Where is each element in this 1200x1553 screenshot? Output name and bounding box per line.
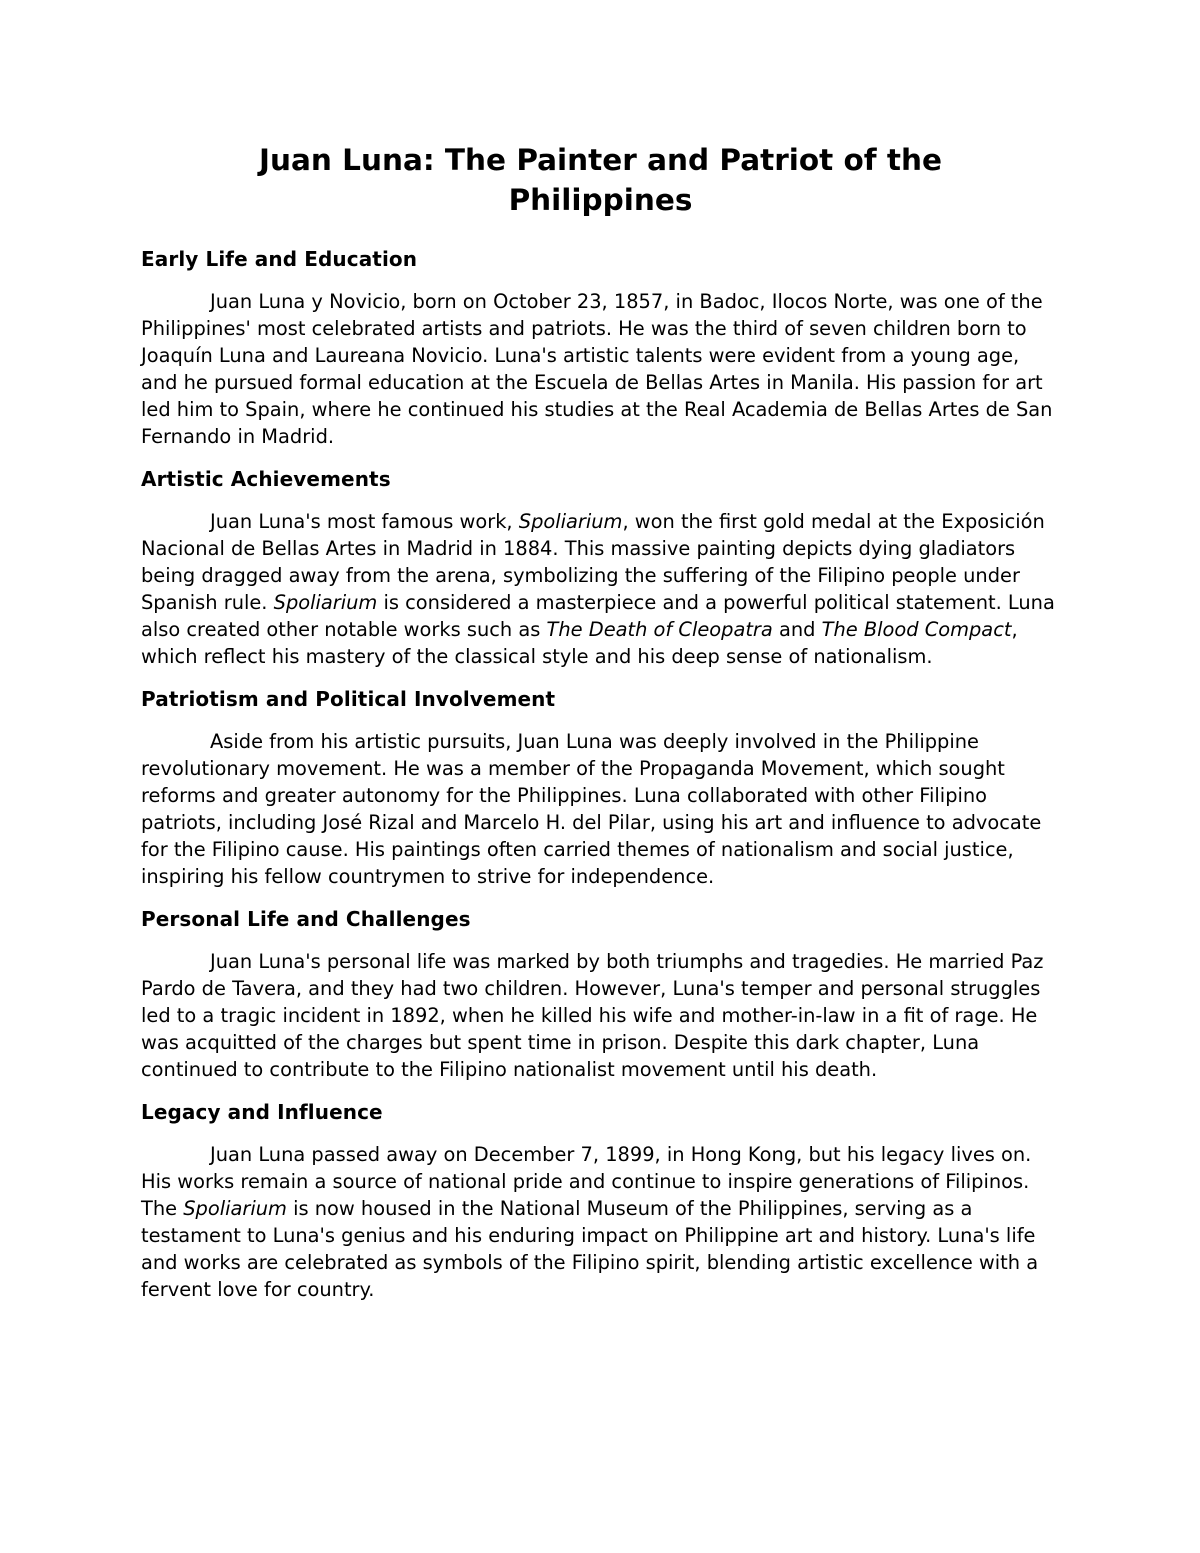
artwork-title: Spoliarium xyxy=(518,510,623,533)
document-title-line-1: Juan Luna: The Painter and Patriot of the xyxy=(258,143,943,177)
section-personal-life xyxy=(141,906,1060,1083)
section-heading: Legacy and Influence xyxy=(141,1100,383,1124)
text-run: is now housed in the National Museum of the Philippines, serving as a testament to Luna's genius and his enduring impact on Philippine art and history. Luna's life and works are celebrated as symbols of the Filipino spirit, blending artistic excellence with a fervent love for country. xyxy=(141,1197,1039,1301)
text-run: and xyxy=(772,618,822,641)
text-run: , won the first gold medal at the Exposición Nacional de Bellas Artes in Madrid in 1884. This massive painting depicts dying gladiators being dragged away from the arena, symbolizing the suffering of the Filipino people under Spanish rule. xyxy=(141,510,1045,614)
artwork-title: Spoliarium xyxy=(273,591,378,614)
section-early-life xyxy=(141,246,1060,450)
document-title-line-2: Philippines xyxy=(508,183,693,217)
section-heading: Early Life and Education xyxy=(141,247,418,271)
text-run: is considered a masterpiece and a powerful political statement. Luna also created other notable works such as xyxy=(141,591,1055,641)
artwork-title: Spoliarium xyxy=(183,1197,287,1220)
document-title xyxy=(141,140,1060,220)
section-heading: Patriotism and Political Involvement xyxy=(141,687,556,711)
section-heading: Artistic Achievements xyxy=(141,467,391,491)
section-heading: Personal Life and Challenges xyxy=(141,907,471,931)
section-paragraph xyxy=(141,1141,1060,1303)
artwork-title: The Blood Compact xyxy=(821,618,1012,641)
artwork-title: The Death of Cleopatra xyxy=(546,618,773,641)
text-run: , which reflect his mastery of the classical style and his deep sense of nationalism. xyxy=(141,618,1018,668)
section-paragraph: Juan Luna y Novicio, born on October 23, 1857, in Badoc, Ilocos Norte, was one of the Philippines' most celebrated artists and patriots. He was the third of seven children born to Joaquín Luna and Laureana Novicio. Luna's artistic talents were evident from a young age, and he pursued formal education at the Escuela de Bellas Artes in Manila. His passion for art led him to Spain, where he continued his studies at the Real Academia de Bellas Artes de San Fernando in Madrid. xyxy=(141,290,1053,448)
section-paragraph: Aside from his artistic pursuits, Juan Luna was deeply involved in the Philippine revolutionary movement. He was a member of the Propaganda Movement, which sought reforms and greater autonomy for the Philippines. Luna collaborated with other Filipino patriots, including José Rizal and Marcelo H. del Pilar, using his art and influence to advocate for the Filipino cause. His paintings often carried themes of nationalism and social justice, inspiring his fellow countrymen to strive for independence. xyxy=(141,730,1042,888)
text-run: Juan Luna passed away on December 7, 1899, in Hong Kong, but his legacy lives on. His works remain a source of national pride and continue to inspire generations of Filipinos. The xyxy=(141,1143,1032,1220)
section-patriotism xyxy=(141,686,1060,890)
section-artistic-achievements xyxy=(141,466,1060,670)
text-run: Juan Luna's most famous work, xyxy=(210,510,519,533)
section-legacy xyxy=(141,1099,1060,1303)
section-paragraph: Juan Luna's personal life was marked by both triumphs and tragedies. He married Paz Pardo de Tavera, and they had two children. However, Luna's temper and personal struggles led to a tragic incident in 1892, when he killed his wife and mother-in-law in a fit of rage. He was acquitted of the charges but spent time in prison. Despite this dark chapter, Luna continued to contribute to the Filipino nationalist movement until his death. xyxy=(141,950,1044,1081)
section-paragraph xyxy=(141,508,1060,670)
